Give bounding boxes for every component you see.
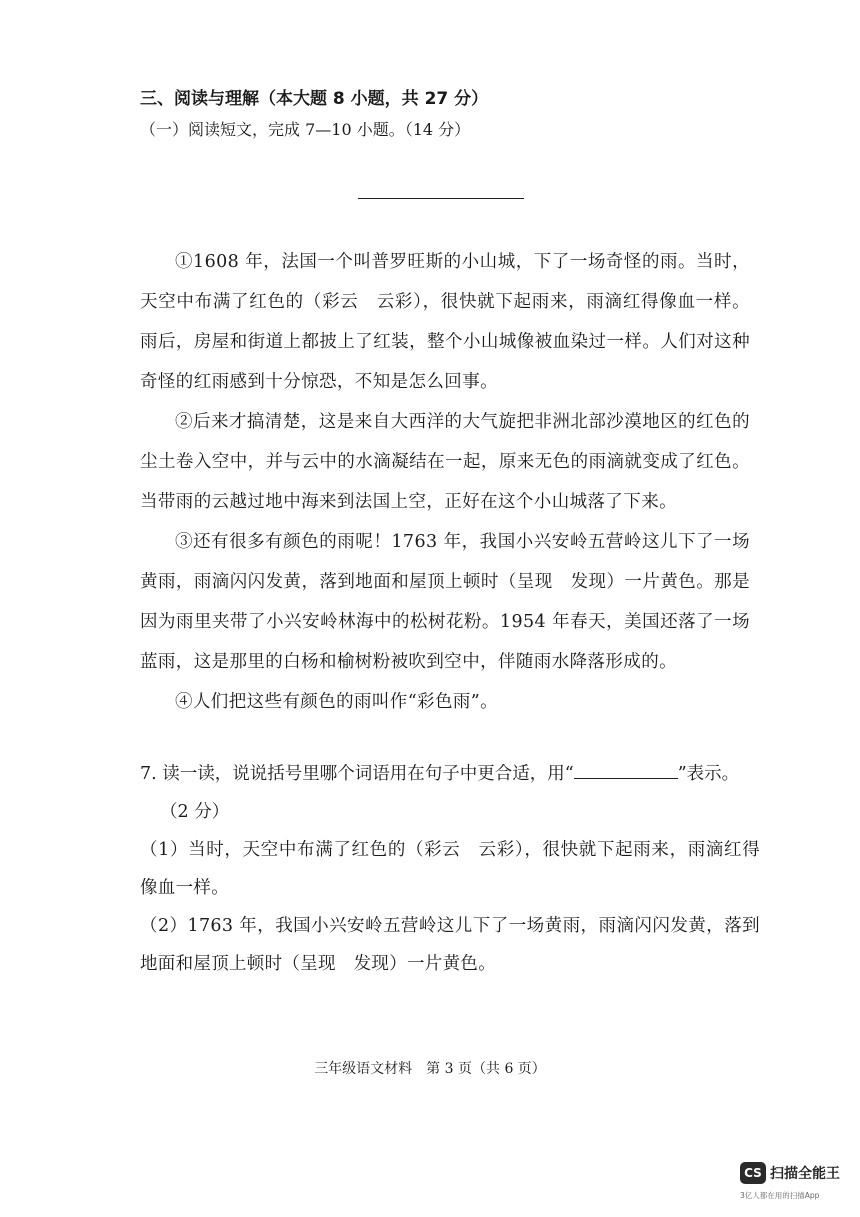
question-7 (140, 755, 760, 983)
question-7-prompt-end: ”表示。 (677, 764, 740, 784)
section-title: 三、阅读与理解（本大题 8 小题，共 27 分） (140, 89, 489, 109)
passage-title-blank-line (358, 198, 524, 199)
passage-paragraph-1: ①1608 年，法国一个叫普罗旺斯的小山城，下了一场奇怪的雨。当时，天空中布满了红色的（彩云 云彩），很快就下起雨来，雨滴红得像血一样。雨后，房屋和街道上都披上了红装，整个小山城像被血染过一样。人们对这种奇怪的红雨感到十分惊恐，不知是怎么回事。 (140, 252, 750, 392)
passage (140, 242, 750, 722)
watermark-tagline: 3亿人都在用的扫描App (740, 1191, 820, 1200)
question-7-item-1: （1）当时，天空中布满了红色的（彩云 云彩），很快就下起雨来，雨滴红得像血一样。 (140, 840, 760, 898)
scanner-watermark (740, 1162, 860, 1212)
answer-mark-blank (574, 760, 678, 779)
passage-paragraph-2: ②后来才搞清楚，这是来自大西洋的大气旋把非洲北部沙漠地区的红色的尘土卷入空中，并与云中的水滴凝结在一起，原来无色的雨滴就变成了红色。当带雨的云越过地中海来到法国上空，正好在这个小山城落了下来。 (140, 412, 750, 512)
question-7-item-2: （2）1763 年，我国小兴安岭五营岭这儿下了一场黄雨，雨滴闪闪发黄，落到地面和屋顶上顿时（呈现 发现）一片黄色。 (140, 916, 760, 974)
camscanner-logo-icon: CS (740, 1162, 766, 1184)
passage-instruction: （一）阅读短文，完成 7—10 小题。（14 分） (140, 120, 471, 139)
question-7-points: （2 分） (160, 802, 230, 822)
passage-paragraph-4: ④人们把这些有颜色的雨叫作“彩色雨”。 (175, 692, 498, 712)
question-7-prompt (140, 755, 760, 793)
passage-paragraph-3: ③还有很多有颜色的雨呢！1763 年，我国小兴安岭五营岭这儿下了一场黄雨，雨滴闪闪发黄，落到地面和屋顶上顿时（呈现 发现）一片黄色。那是因为雨里夹带了小兴安岭林海中的松树花粉。1954 年春天，美国还落了一场蓝雨，这是那里的白杨和榆树粉被吹到空中，伴随雨水降落形成的。 (140, 532, 750, 672)
watermark-app-name: 扫描全能王 (770, 1166, 840, 1182)
page-footer: 三年级语文材料 第 3 页（共 6 页） (314, 1061, 546, 1077)
question-7-prompt-start: 7. 读一读，说说括号里哪个词语用在句子中更合适，用“ (140, 764, 574, 784)
